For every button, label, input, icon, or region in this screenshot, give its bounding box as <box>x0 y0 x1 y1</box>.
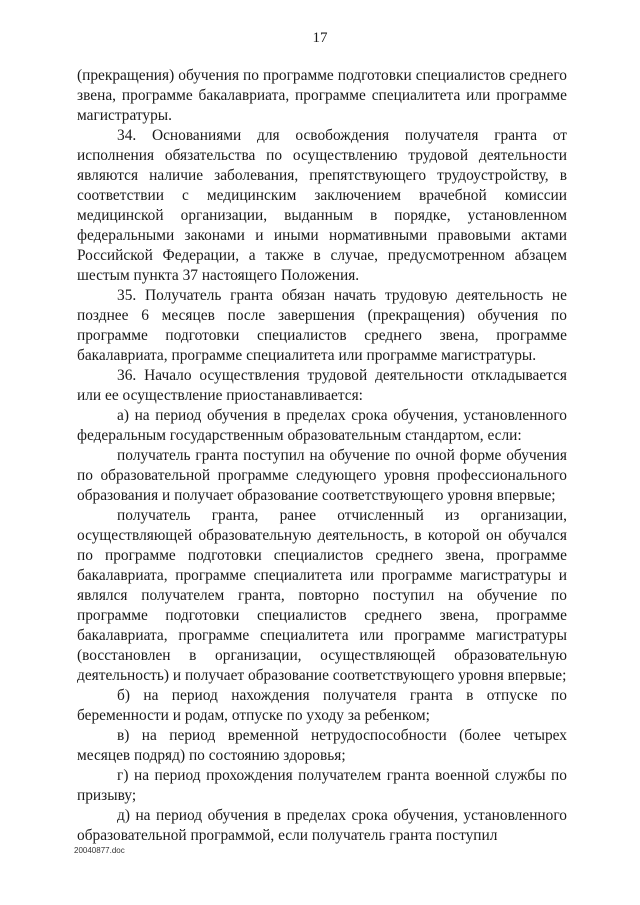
footer-filename: 20040877.doc <box>74 846 125 855</box>
paragraph: д) на период обучения в пределах срока обучения, установленного образовательной программой, если получатель гранта поступил <box>77 807 567 844</box>
page-number: 17 <box>312 30 328 46</box>
document-body <box>77 66 567 846</box>
paragraph: г) на период прохождения получателем гранта военной службы по призыву; <box>77 767 567 804</box>
paragraph: получатель гранта поступил на обучение по очной форме обучения по образовательной программе следующего уровня профессионального образования и получает образование соответствующего уровня впервые; <box>77 447 567 504</box>
paragraph: 35. Получатель гранта обязан начать трудовую деятельность не позднее 6 месяцев после завершения (прекращения) обучения по программе подготовки специалистов среднего звена, программе бакалавриата, программе специалитета или программе магистратуры. <box>77 287 567 364</box>
paragraph: а) на период обучения в пределах срока обучения, установленного федеральным государственным образовательным стандартом, если: <box>77 407 567 444</box>
paragraph: 36. Начало осуществления трудовой деятельности откладывается или ее осуществление приостанавливается: <box>77 367 567 404</box>
paragraph: (прекращения) обучения по программе подготовки специалистов среднего звена, программе бакалавриата, программе специалитета или программе магистратуры. <box>77 67 567 124</box>
paragraph: б) на период нахождения получателя гранта в отпуске по беременности и родам, отпуске по уходу за ребенком; <box>77 687 567 724</box>
paragraph: в) на период временной нетрудоспособности (более четырех месяцев подряд) по состоянию здоровья; <box>77 727 567 764</box>
paragraph: получатель гранта, ранее отчисленный из организации, осуществляющей образовательную деятельность, в которой он обучался по программе подготовки специалистов среднего звена, программе бакалавриата, программе специалитета или программе магистратуры и являлся получателем гранта, повторно поступил на обучение по программе подготовки специалистов среднего звена, программе бакалавриата, программе специалитета или программе магистратуры (восстановлен в организации, осуществляющей образовательную деятельность) и получает образование соответствующего уровня впервые; <box>77 507 567 684</box>
paragraph: 34. Основаниями для освобождения получателя гранта от исполнения обязательства по осуществлению трудовой деятельности являются наличие заболевания, препятствующего трудоустройству, в соответствии с медицинским заключением врачебной комиссии медицинской организации, выданным в порядке, установленном федеральными законами и иными нормативными правовыми актами Российской Федерации, а также в случае, предусмотренном абзацем шестым пункта 37 настоящего Положения. <box>77 127 567 284</box>
